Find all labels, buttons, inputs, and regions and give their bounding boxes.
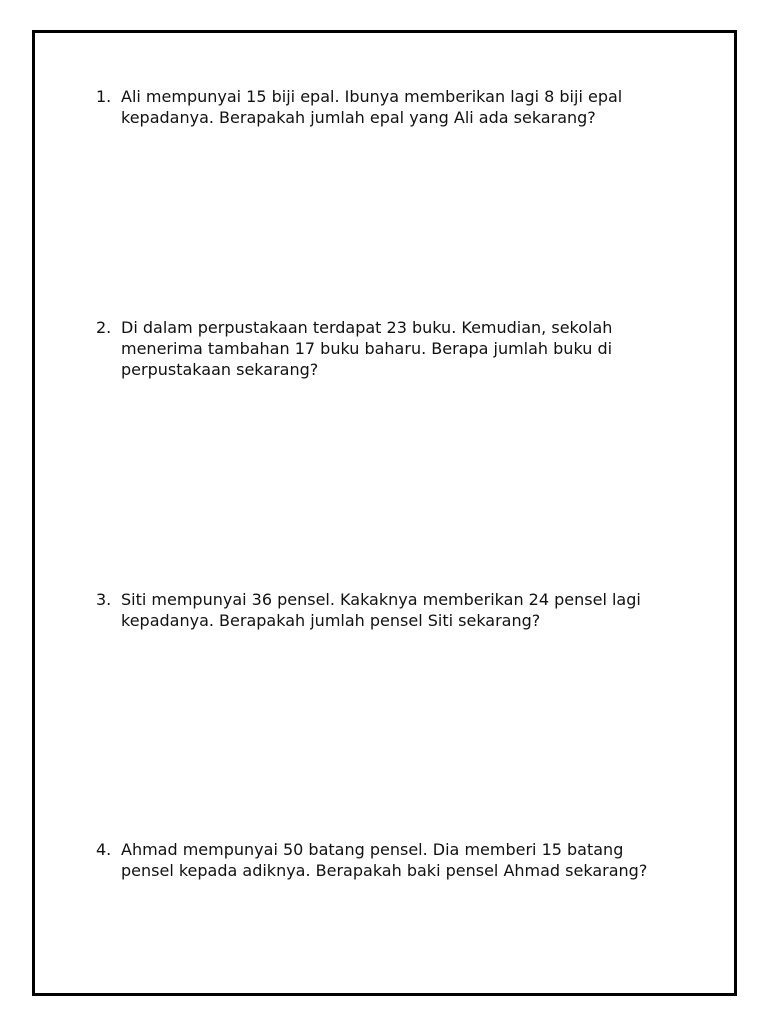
question-line: pensel kepada adiknya. Berapakah baki pensel Ahmad sekarang?: [121, 861, 648, 880]
question-line: Ali mempunyai 15 biji epal. Ibunya memberikan lagi 8 biji epal: [121, 87, 623, 106]
question-line: perpustakaan sekarang?: [121, 360, 319, 379]
question-number: 2.: [96, 318, 112, 337]
question-line: kepadanya. Berapakah jumlah epal yang Ali ada sekarang?: [121, 108, 596, 127]
question-number: 4.: [96, 840, 112, 859]
question-line: Siti mempunyai 36 pensel. Kakaknya memberikan 24 pensel lagi: [121, 590, 641, 609]
question-1: [96, 86, 686, 128]
question-line: menerima tambahan 17 buku baharu. Berapa jumlah buku di: [121, 339, 613, 358]
question-3: [96, 589, 686, 631]
question-text: [121, 839, 686, 881]
question-number: 3.: [96, 590, 112, 609]
question-line: Ahmad mempunyai 50 batang pensel. Dia memberi 15 batang: [121, 840, 624, 859]
question-4: [96, 839, 686, 881]
question-2: [96, 317, 686, 380]
question-text: [121, 86, 686, 128]
question-text: [121, 589, 686, 631]
question-text: [121, 317, 686, 380]
question-line: kepadanya. Berapakah jumlah pensel Siti sekarang?: [121, 611, 541, 630]
question-line: Di dalam perpustakaan terdapat 23 buku. Kemudian, sekolah: [121, 318, 613, 337]
question-number: 1.: [96, 87, 112, 106]
